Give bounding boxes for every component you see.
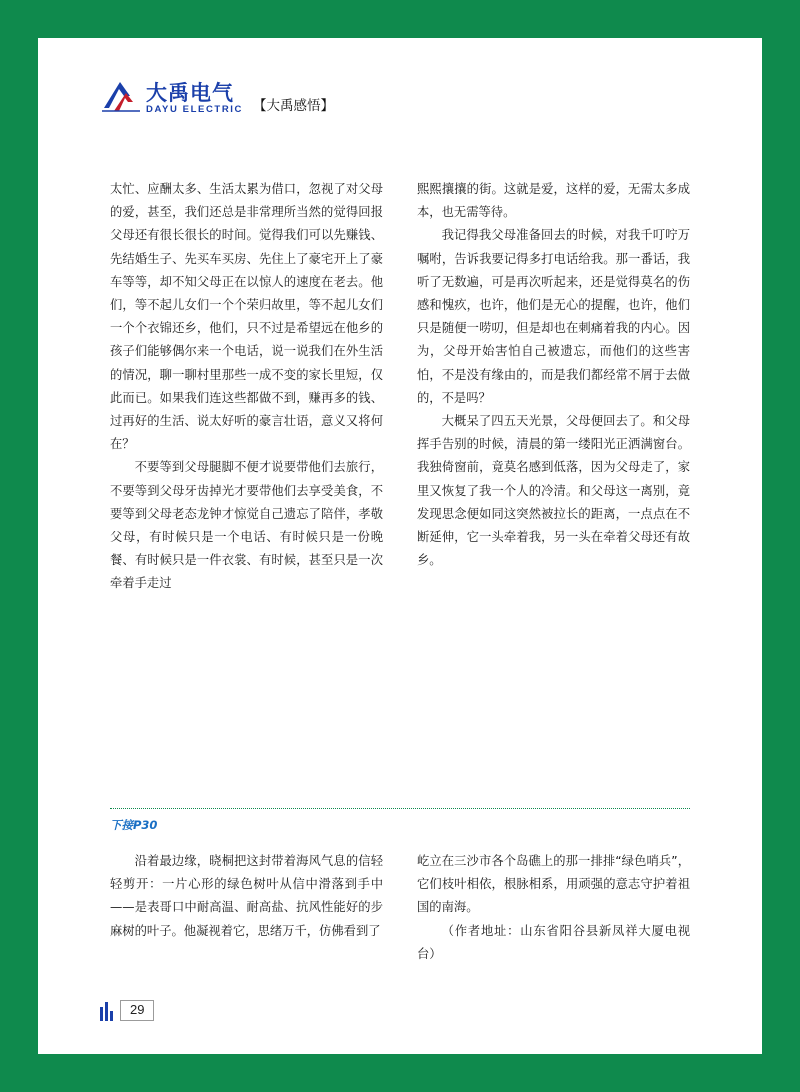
article-column-right	[417, 178, 690, 596]
page-canvas	[38, 38, 762, 1054]
section-divider	[110, 808, 690, 833]
dotted-rule	[110, 808, 690, 809]
brand-name-en: DAYU ELECTRIC	[146, 104, 243, 115]
page-footer	[100, 1000, 154, 1021]
brand-name-cn: 大禹电气	[146, 81, 234, 105]
paragraph: 屹立在三沙市各个岛礁上的那一排排“绿色哨兵”，它们枝叶相依，根脉相系，用顽强的意志守护着祖国的南海。	[417, 854, 690, 915]
page-number: 29	[120, 1000, 154, 1021]
article-body	[110, 178, 690, 596]
continued-column-right	[417, 850, 690, 966]
dayu-logo-icon	[100, 78, 142, 116]
section-label: 【大禹感悟】	[253, 98, 334, 114]
author-address: （作者地址：山东省阳谷县新凤祥大厦电视台）	[417, 923, 690, 961]
continued-column-left	[110, 850, 383, 966]
continued-body	[110, 850, 690, 966]
paragraph: 我记得我父母准备回去的时候，对我千叮咛万嘱咐，告诉我要记得多打电话给我。那一番话，我听了无数遍，可是再次听起来，还是觉得莫名的伤感和愧疚，也许，他们是无心的提醒，也许，他们只是随便一唠叨，但是却也在刺痛着我的内心。因为，父母开始害怕自己被遗忘，而他们的这些害怕，不是没有缘由的，而是我们都经常不屑于去做的，不是吗？	[417, 228, 690, 405]
brand-wordmark	[146, 82, 243, 116]
article-columns	[110, 178, 690, 596]
paragraph: 熙熙攘攘的街。这就是爱，这样的爱，无需太多成本，也无需等待。	[417, 182, 690, 220]
paragraph: 大概呆了四五天光景，父母便回去了。和父母挥手告别的时候，清晨的第一缕阳光正洒满窗台。我独倚窗前，竟莫名感到低落，因为父母走了，家里又恢复了我一个人的冷清。和父母这一离别，竟发现思念便如同这突然被拉长的距离，一点点在不断延伸，它一头牵着我，另一头在牵着父母还有故乡。	[417, 414, 690, 568]
paragraph: 太忙、应酬太多、生活太累为借口，忽视了对父母的爱，甚至，我们还总是非常理所当然的觉得回报父母还有很长很长的时间。觉得我们可以先赚钱、先结婚生子、先买车买房、先住上了豪宅开上了豪车等等，却不知父母正在以惊人的速度在老去。他们，等不起儿女们一个个荣归故里，等不起儿女们一个个衣锦还乡，他们，只不过是希望远在他乡的孩子们能够偶尔来一个电话，说一说我们在外生活的情况，聊一聊村里那些一成不变的家长里短，仅此而已。如果我们连这些都做不到，赚再多的钱、过再好的生活、说太好听的豪言壮语，意义又将何在？	[110, 182, 383, 452]
page-header	[100, 72, 334, 116]
paragraph: 不要等到父母腿脚不便才说要带他们去旅行，不要等到父母牙齿掉光才要带他们去享受美食，不要等到父母老态龙钟才惊觉自己遗忘了陪伴，孝敬父母，有时候只是一个电话、有时候只是一份晚餐、有时候只是一件衣裳、有时候，甚至只是一次牵着手走过	[110, 460, 383, 591]
footer-bars-icon	[100, 1001, 115, 1021]
paragraph: 沿着最边缘，晓桐把这封带着海风气息的信轻轻剪开：一片心形的绿色树叶从信中滑落到手中——是表哥口中耐高温、耐高盐、抗风性能好的步麻树的叶子。他凝视着它，思绪万千，仿佛看到了	[110, 854, 383, 938]
continued-from-label: 下接P30	[110, 818, 158, 832]
continued-columns	[110, 850, 690, 966]
article-column-left	[110, 178, 383, 596]
